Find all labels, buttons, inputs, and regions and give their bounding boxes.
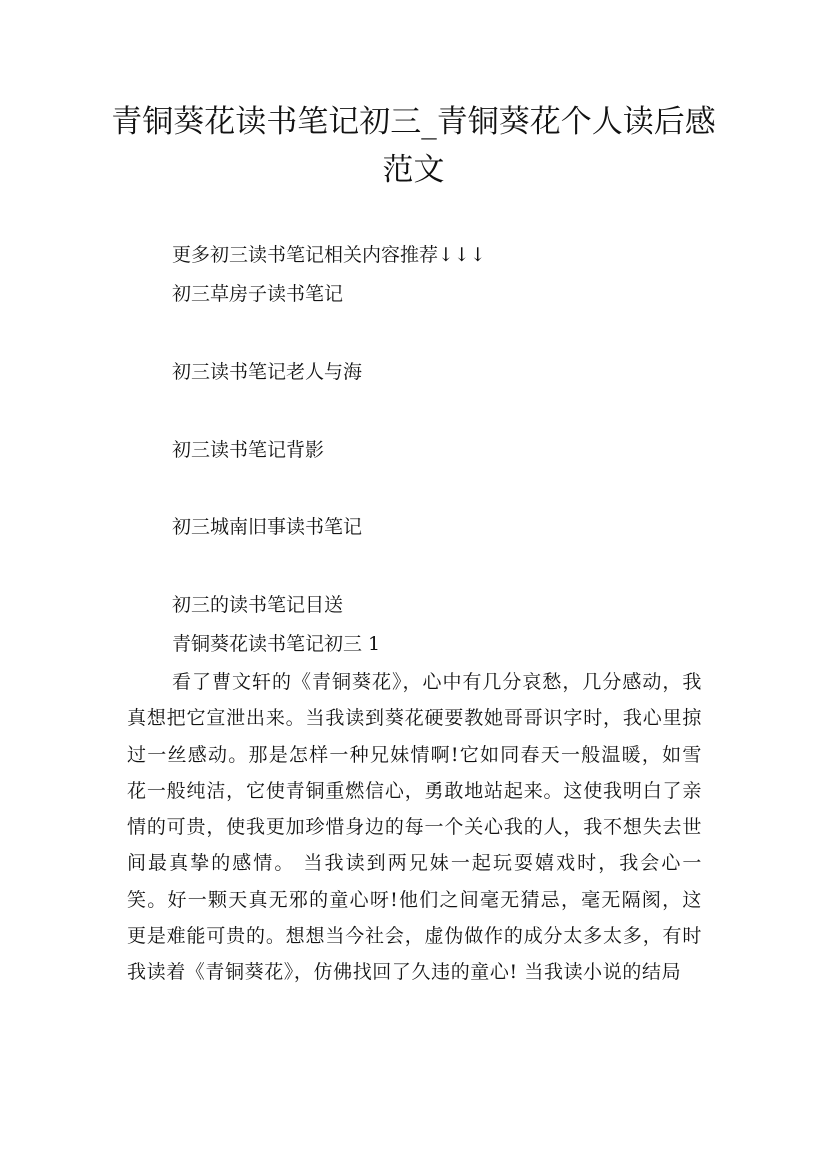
body-paragraph: 看了曹文轩的《青铜葵花》，心中有几分哀愁，几分感动，我真想把它宣泄出来。当我读到葵花硬要教她哥哥识字时，我心里掠过一丝感动。那是怎样一种兄妹情啊!它如同春天一般温暖，如雪花一般纯洁，它使青铜重燃信心，勇敢地站起来。这使我明白了亲情的可贵，使我更加珍惜身边的每一个关心我的人，我不想失去世间最真挚的感情。 当我读到两兄妹一起玩耍嬉戏时，我会心一笑。好一颗天真无邪的童心呀!他们之间毫无猜忌，毫无隔阂，这更是难能可贵的。想想当今社会，虚伪做作的成分太多太多，有时我读着《青铜葵花》，仿佛找回了久违的童心! 当我读小说的结局 [127,671,702,984]
recommend-link-2[interactable]: 初三读书笔记老人与海 [172,361,363,383]
document-title: 青铜葵花读书笔记初三_青铜葵花个人读后感范文 [111,104,716,188]
section-heading: 青铜葵花读书笔记初三 1 [172,633,381,655]
recommend-link-1[interactable]: 初三草房子读书笔记 [172,283,344,305]
recommend-link-4[interactable]: 初三城南旧事读书笔记 [172,516,363,538]
recommend-link-5[interactable]: 初三的读书笔记目送 [172,594,344,616]
recommend-header: 更多初三读书笔记相关内容推荐↓↓↓ [172,244,486,266]
recommend-link-3[interactable]: 初三读书笔记背影 [172,439,325,461]
